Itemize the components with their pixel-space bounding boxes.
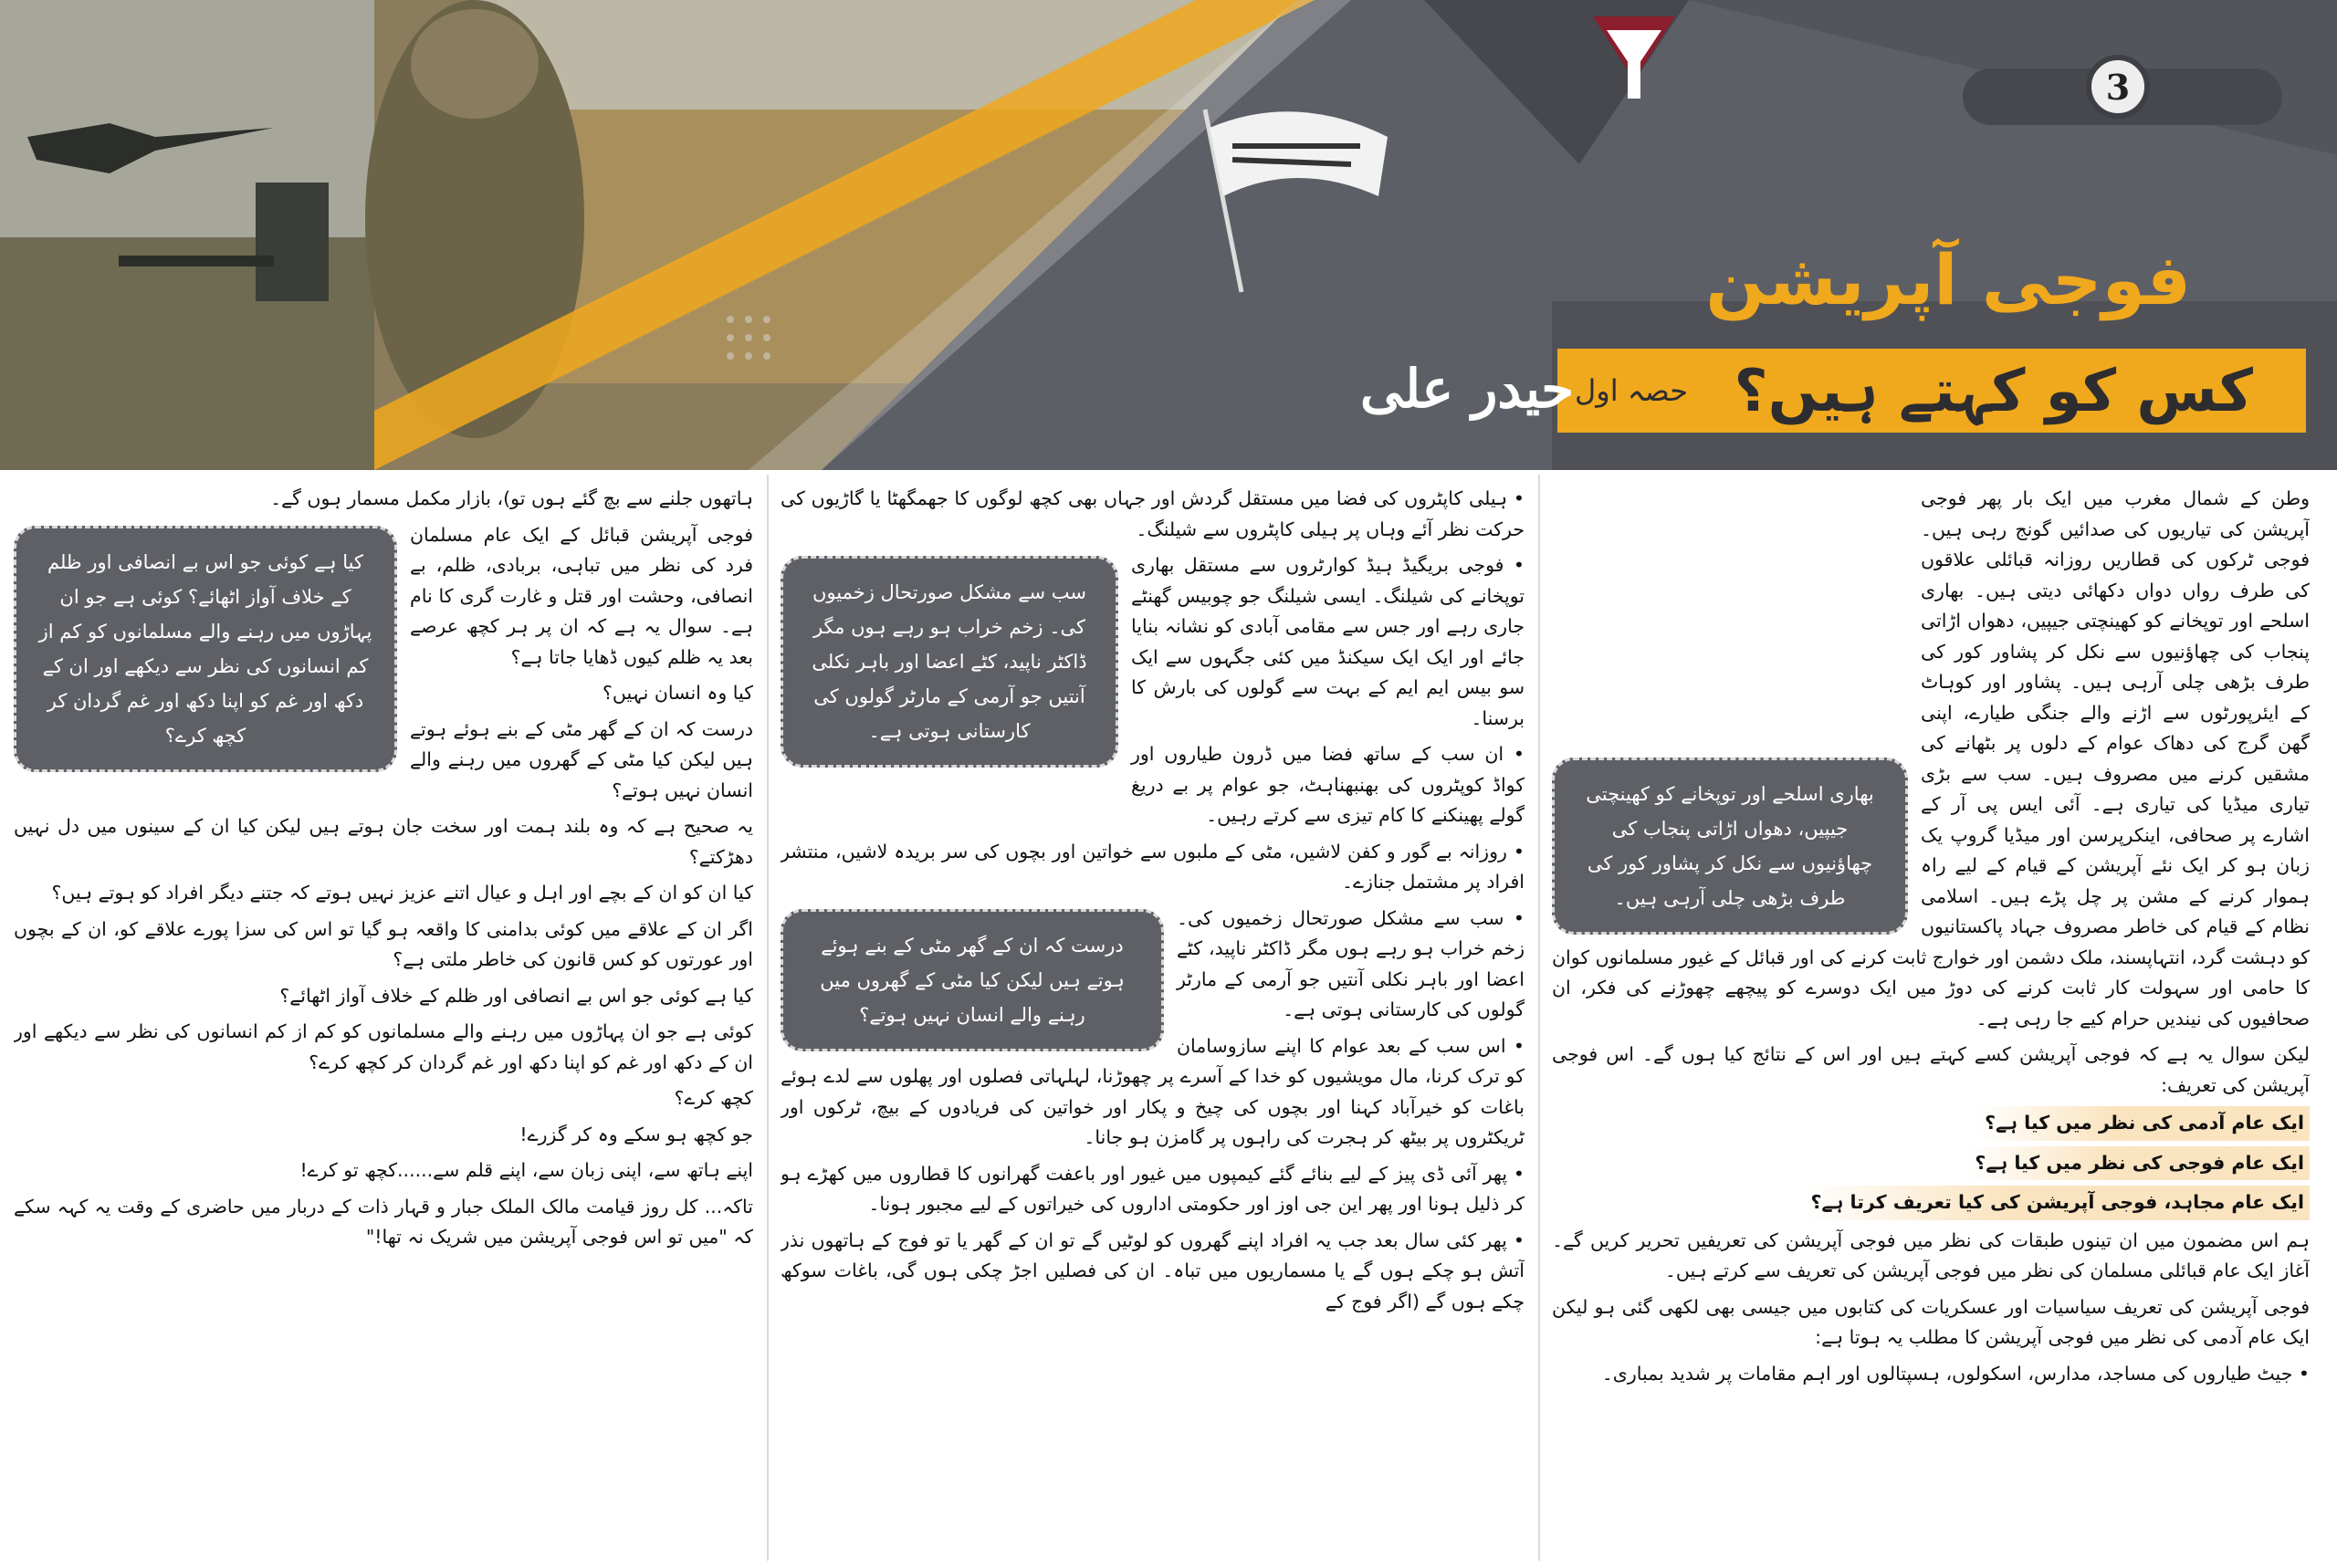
paragraph: درست کہ ان کے گھر مٹی کے بنے ہوئے ہوتے ہیں لیکن کیا مٹی کے گھروں میں رہنے والے انسان نہیں ہوتے؟ [410, 717, 753, 801]
question-highlight: ایک عام آدمی کی نظر میں کیا ہے؟ [1979, 1106, 2310, 1141]
header-banner [0, 0, 2337, 470]
page-number: 3 [2086, 55, 2150, 119]
bullet-item: • روزانہ بے گور و کفن لاشیں، مٹی کے ملبوں سے خواتین اور بچوں کی سر بریدہ لاشیں، منتشر افراد پر مشتمل جنازے۔ [781, 837, 1525, 898]
paragraph: ہم اس مضمون میں ان تینوں طبقات کی نظر میں فوجی آپریشن کی تعریفیں تحریر کریں گے۔ آغاز ایک عام قبائلی مسلمان کی نظر میں فوجی آپریشن کی تعریف سے کرتے ہیں۔ [1552, 1228, 2310, 1281]
article-column-2 [781, 484, 1525, 1552]
paragraph: یہ صحیح ہے کہ وہ بلند ہمت اور سخت جان ہوتے ہیں لیکن کیا ان کے سینوں میں دل نہیں دھڑکتے؟ [14, 815, 753, 868]
paragraph: اگر ان کے علاقے میں کوئی بدامنی کا واقعہ ہو گیا تو اس کی سزا پورے علاقے کو، ان کے بچوں اور عورتوں کو کس قانون کی خاطر ملتی ہے؟ [14, 917, 753, 970]
pull-quote: کیا ہے کوئی جو اس بے انصافی اور ظلم کے خلاف آواز اٹھائے؟ کوئی ہے جو ان پہاڑوں میں رہنے والے مسلمانوں کو کم از کم انسانوں کی نظر سے دیکھے اور ان کے دکھ اور غم کو اپنا دکھ اور غم گردان کر کچھ کرے؟ [14, 526, 397, 772]
bullet-item: • جیٹ طیاروں کی مساجد، مدارس، اسکولوں، ہسپتالوں اور اہم مقامات پر شدید بمباری۔ [1552, 1359, 2310, 1390]
paragraph: ہاتھوں جلنے سے بچ گئے ہوں تو)، بازار مکمل مسمار ہوں گے۔ [270, 487, 753, 509]
pull-quote: سب سے مشکل صورتحال زخمیوں کی۔ زخم خراب ہو رہے ہوں مگر ڈاکٹر ناپید، کٹے اعضا اور باہر نکلی آنتیں جو آرمی کے مارٹر گولوں کی کارستانی ہوتی ہے۔ [781, 556, 1118, 768]
bullet-item: • فوجی بریگیڈ ہیڈ کوارٹروں سے مستقل بھاری توپخانے کی شیلنگ۔ ایسی شیلنگ جو چوبیس گھنٹے جاری رہے اور جس سے مقامی آبادی کو نشانہ بنایا جائے اور ایک ایک سیکنڈ میں کئی جگہوں سے ایک سو بیس ایم ایم کے بہت سے گولوں کی بارش کا برسنا۔ [781, 550, 1525, 734]
paragraph: فوجی آپریشن کی تعریف سیاسیات اور عسکریات کی کتابوں میں جیسی بھی لکھی گئی ہو لیکن ایک عام آدمی کی نظر میں فوجی آپریشن کا مطلب یہ ہوتا ہے: [1552, 1295, 2310, 1348]
bullet-item: • پھر کئی سال بعد جب یہ افراد اپنے گھروں کو لوٹیں گے تو ان کے گھر یا تو فوج کے ہاتھوں نذر آتش ہو چکے ہوں گے یا مسماریوں میں تباہ۔ ان کی فصلیں اجڑ چکی ہوں گی، باغات سوکھ چکے ہوں گے (اگر فوج کے [781, 1226, 1525, 1318]
bullet-item: • ان سب کے ساتھ فضا میں ڈرون طیاروں اور کواڈ کوپٹروں کی بھنبھناہٹ، جو عوام پر بے دریغ گولے پھینکنے کا کام تیزی سے کرتے رہیں۔ [781, 739, 1525, 831]
question-highlight: ایک عام فوجی کی نظر میں کیا ہے؟ [1969, 1146, 2310, 1181]
bullet-item: • اس سب کے بعد عوام کا اپنے سازوسامان کو ترک کرنا، مال مویشیوں کو خدا کے آسرے پر چھوڑنا، لہلہاتی فصلوں اور پھلوں سے لدے ہوئے باغات کو خیرآباد کہنا اور بچوں کی چیخ و پکار اور خواتین کی فریادوں کے بیچ، ٹرکوں اور ٹریکٹروں پر بیٹھ کر ہجرت کی راہوں پر گامزن ہو جانا۔ [781, 1031, 1525, 1154]
bullet-item: • سب سے مشکل صورتحال زخمیوں کی۔ زخم خراب ہو رہے ہوں مگر ڈاکٹر ناپید، کٹے اعضا اور باہر نکلی آنتیں جو آرمی کے مارٹر گولوں کی کارستانی ہوتی ہے۔ [781, 904, 1525, 1026]
paragraph: لیکن سوال یہ ہے کہ فوجی آپریشن کسے کہتے ہیں اور اس کے نتائج کیا ہوں گے۔ اس فوجی آپریشن کی تعریف: [1552, 1043, 2310, 1096]
pull-quote: بھاری اسلحے اور توپخانے کو کھینچتی جیپیں، دھواں اڑاتی پنجاب کی چھاؤنیوں سے نکل کر پشاور کور کی طرف بڑھی چلی آرہی ہیں۔ [1552, 758, 1908, 935]
article-column-3 [14, 484, 753, 1552]
paragraph: کوئی ہے جو ان پہاڑوں میں رہنے والے مسلمانوں کو کم از کم انسانوں کی نظر سے دیکھے اور ان کے دکھ اور غم کو اپنا دکھ اور غم گردان کر کچھ کرے؟ [14, 1020, 753, 1073]
column-divider [767, 475, 769, 1561]
question-highlight: ایک عام مجاہد، فوجی آپریشن کی کیا تعریف کرتا ہے؟ [1805, 1186, 2310, 1220]
paragraph: کیا وہ انسان نہیں؟ [602, 682, 753, 704]
article-title: فوجی آپریشن [1705, 239, 2191, 320]
paragraph: کیا ان کو ان کے بچے اور اہل و عیال اتنے عزیز نہیں ہوتے کہ جتنے دیگر افراد کو ہوتے ہیں؟ [51, 882, 753, 904]
bullet-item: • ہیلی کاپٹروں کی فضا میں مستقل گردش اور جہاں بھی کچھ لوگوں کا جھمگھٹا یا گاڑیوں کی حرکت نظر آئے وہاں پر ہیلی کاپٹروں سے شیلنگ۔ [781, 484, 1525, 545]
article-part: حصہ اول [1575, 373, 1689, 408]
pull-quote: درست کہ ان کے گھر مٹی کے بنے ہوئے ہوتے ہیں لیکن کیا مٹی کے گھروں میں رہنے والے انسان نہیں ہوتے؟ [781, 909, 1164, 1051]
paragraph: کچھ کرے؟ [674, 1087, 753, 1109]
magazine-logo [1584, 7, 1684, 108]
column-divider [1538, 475, 1540, 1561]
paragraph: وطن کے شمال مغرب میں ایک بار پھر فوجی آپریشن کی تیاریوں کی صدائیں گونج رہی ہیں۔ فوجی ٹرکوں کی قطاریں روزانہ قبائلی علاقوں کی طرف رواں دواں دکھائی دیتی ہیں۔ بھاری اسلحے اور توپخانے کو کھینچتی جیپیں، دھواں اڑاتی پنجاب کی چھاؤنیوں سے نکل کر پشاور کور کی طرف بڑھی چلی آرہی ہیں۔ پشاور اور کوہاٹ کے ایئرپورٹوں سے اڑنے والے جنگی طیارے، اپنی گھن گرج کی دھاک عوام کے دلوں پر بٹھانے کی مشقیں کرنے میں مصروف ہیں۔ سب سے بڑی تیاری میڈیا کی تیاری ہے۔ آئی ایس پی آر کے اشارے پر صحافی، اینکرپرسن اور میڈیا گروپ یک زبان ہو کر ایک نئے آپریشن کے قیام کے لیے راہ ہموار کرنے کے مشن پر چل پڑے ہیں۔ اسلامی نظام کے قیام کی خاطر مصروف جہاد پاکستانیوں کو دہشت گرد، انتہاپسند، ملک دشمن اور خوارج ثابت کرنے کی اور قبائل کے غیور مسلمانوں کوان کا حامی اور سہولت کار ثابت کرنے کی دوڑ میں ایک دوسرے کو پیچھے چھوڑنے کی فکر، ان صحافیوں کی نیندیں حرام کیے جا رہی ہے۔ [1552, 487, 2310, 1030]
bullet-item: • پھر آئی ڈی پیز کے لیے بنائے گئے کیمپوں میں غیور اور باعفت گھرانوں کا قطاروں میں کھڑے ہو کر ذلیل ہونا اور پھر این جی اوز اور حکومتی اداروں کی خیراتوں کے لیے مجبور ہونا۔ [781, 1159, 1525, 1220]
article-subtitle: کس کو کہتے ہیں؟ [1734, 357, 2253, 425]
paragraph: اپنے ہاتھ سے، اپنی زبان سے، اپنے قلم سے......کچھ تو کرے! [299, 1159, 753, 1181]
article-column-1 [1552, 484, 2310, 1552]
author-name: حیدر علی [1360, 358, 1575, 420]
paragraph: تاکہ... کل روز قیامت مالک الملک جبار و قہار ذات کے دربار میں حاضری کے وقت یہ کہہ سکے کہ "میں تو اس فوجی آپریشن میں شریک نہ تھا!" [14, 1195, 753, 1248]
paragraph: جو کچھ ہو سکے وہ کر گزرے! [519, 1123, 753, 1145]
paragraph: کیا ہے کوئی جو اس بے انصافی اور ظلم کے خلاف آواز اٹھائے؟ [279, 984, 753, 1007]
paragraph: فوجی آپریشن قبائل کے ایک عام مسلمان فرد کی نظر میں تباہی، بربادی، ظلم، بے انصافی، وحشت اور قتل و غارت گری کا نام ہے۔ سوال یہ ہے کہ ان پر ہر کچھ عرصے بعد یہ ظلم کیوں ڈھایا جاتا ہے؟ [410, 523, 753, 668]
